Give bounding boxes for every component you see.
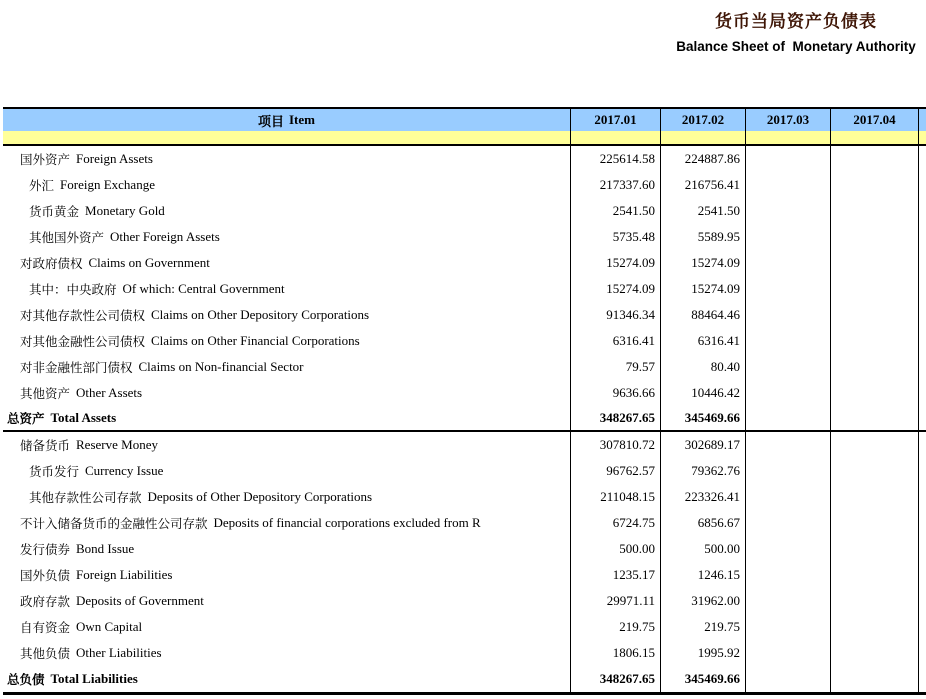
cell-value (830, 250, 918, 276)
cell-clipped (918, 250, 926, 276)
cell-value (830, 432, 918, 458)
column-header-item-zh: 项目 (257, 113, 284, 129)
cell-value: 500.00 (570, 536, 660, 562)
cell-clipped (918, 666, 926, 692)
table-row (3, 588, 926, 614)
row-label-zh: 货币发行 (29, 465, 80, 479)
row-label (3, 276, 570, 302)
row-label-en: Of which: Central Government (122, 281, 285, 296)
row-label-en: Total Assets (50, 410, 117, 425)
row-label-en: Claims on Other Financial Corporations (151, 333, 360, 348)
row-label-zh: 其他负债 (20, 647, 71, 661)
column-header-clipped (918, 109, 926, 131)
cell-value (745, 250, 830, 276)
table-row (3, 302, 926, 328)
subheader-empty-cell (660, 131, 745, 144)
row-label-en: Monetary Gold (85, 203, 165, 218)
row-label-zh: 对其他存款性公司债权 (20, 309, 146, 323)
row-label (3, 380, 570, 406)
cell-value: 5735.48 (570, 224, 660, 250)
cell-value: 1806.15 (570, 640, 660, 666)
row-label (3, 198, 570, 224)
cell-clipped (918, 302, 926, 328)
cell-clipped (918, 172, 926, 198)
table-header-row (3, 109, 926, 131)
cell-value (830, 172, 918, 198)
cell-value (745, 536, 830, 562)
table-row (3, 250, 926, 276)
row-label-zh: 其他国外资产 (29, 231, 105, 245)
cell-value: 225614.58 (570, 146, 660, 172)
cell-value: 2541.50 (660, 198, 745, 224)
cell-value: 2541.50 (570, 198, 660, 224)
row-label (3, 224, 570, 250)
row-label-en: Reserve Money (76, 437, 158, 452)
cell-clipped (918, 562, 926, 588)
table-subheader-row (3, 131, 926, 146)
cell-clipped (918, 198, 926, 224)
cell-value (830, 458, 918, 484)
cell-value (745, 588, 830, 614)
row-label-zh: 国外资产 (20, 153, 71, 167)
row-label-zh: 储备货币 (20, 439, 71, 453)
cell-value: 345469.66 (660, 406, 745, 430)
column-header-period: 2017.02 (660, 109, 745, 131)
row-label-en: Claims on Government (88, 255, 210, 270)
cell-clipped (918, 458, 926, 484)
row-label-zh: 其他存款性公司存款 (29, 491, 142, 505)
row-label (3, 406, 570, 430)
page-title-block (676, 7, 916, 54)
row-label-en: Bond Issue (76, 541, 135, 556)
table-row (3, 484, 926, 510)
table-row (3, 614, 926, 640)
column-header-item (3, 109, 570, 131)
cell-clipped (918, 406, 926, 430)
cell-value: 348267.65 (570, 666, 660, 692)
cell-value: 31962.00 (660, 588, 745, 614)
table-row (3, 354, 926, 380)
cell-value (745, 562, 830, 588)
row-label-zh: 不计入储备货币的金融性公司存款 (20, 517, 208, 531)
row-label-zh: 对非金融性部门债权 (20, 361, 133, 375)
row-label-en: Deposits of Government (76, 593, 204, 608)
cell-value: 1235.17 (570, 562, 660, 588)
cell-value (745, 406, 830, 430)
row-label-zh: 自有资金 (20, 621, 71, 635)
cell-value: 15274.09 (570, 250, 660, 276)
cell-value (745, 432, 830, 458)
cell-value: 29971.11 (570, 588, 660, 614)
cell-clipped (918, 276, 926, 302)
cell-value: 307810.72 (570, 432, 660, 458)
cell-value (830, 302, 918, 328)
cell-value (745, 172, 830, 198)
row-label (3, 146, 570, 172)
row-label (3, 432, 570, 458)
cell-clipped (918, 484, 926, 510)
row-label (3, 328, 570, 354)
cell-value (745, 640, 830, 666)
cell-value (745, 666, 830, 692)
cell-value (830, 536, 918, 562)
row-label-zh: 对政府债权 (20, 257, 83, 271)
cell-clipped (918, 380, 926, 406)
table-row (3, 406, 926, 432)
table-row (3, 640, 926, 666)
cell-value: 1246.15 (660, 562, 745, 588)
cell-value: 219.75 (570, 614, 660, 640)
subheader-empty-cell (3, 131, 570, 144)
cell-value (830, 640, 918, 666)
cell-value: 223326.41 (660, 484, 745, 510)
row-label-en: Deposits of financial corporations excluded from R (213, 515, 481, 530)
row-label-en: Own Capital (76, 619, 143, 634)
cell-value: 10446.42 (660, 380, 745, 406)
cell-value (830, 562, 918, 588)
page-title-en: Balance Sheet of Monetary Authority (676, 39, 916, 54)
cell-value (745, 354, 830, 380)
cell-clipped (918, 536, 926, 562)
table-row (3, 666, 926, 692)
cell-value: 15274.09 (660, 276, 745, 302)
cell-value (745, 458, 830, 484)
subheader-empty-cell (830, 131, 918, 144)
subheader-empty-cell (570, 131, 660, 144)
row-label (3, 614, 570, 640)
table-row (3, 432, 926, 458)
cell-clipped (918, 640, 926, 666)
cell-value (745, 510, 830, 536)
page-title-zh: 货币当局资产负债表 (715, 12, 877, 31)
row-label (3, 666, 570, 692)
cell-value: 217337.60 (570, 172, 660, 198)
cell-value (745, 484, 830, 510)
row-label-en: Other Assets (76, 385, 143, 400)
cell-value: 345469.66 (660, 666, 745, 692)
table-row (3, 198, 926, 224)
cell-clipped (918, 510, 926, 536)
cell-value (830, 198, 918, 224)
row-label-en: Currency Issue (85, 463, 164, 478)
cell-clipped (918, 224, 926, 250)
cell-value (745, 276, 830, 302)
subheader-empty-cell (918, 131, 926, 144)
table-row (3, 536, 926, 562)
cell-value: 216756.41 (660, 172, 745, 198)
cell-clipped (918, 432, 926, 458)
cell-value: 219.75 (660, 614, 745, 640)
cell-value: 500.00 (660, 536, 745, 562)
cell-value (830, 328, 918, 354)
cell-clipped (918, 328, 926, 354)
cell-value: 6856.67 (660, 510, 745, 536)
row-label-zh: 总资产 (7, 412, 45, 426)
row-label-en: Foreign Assets (76, 151, 153, 166)
cell-value (830, 224, 918, 250)
cell-value: 15274.09 (570, 276, 660, 302)
row-label (3, 484, 570, 510)
cell-value (745, 146, 830, 172)
cell-value (830, 588, 918, 614)
cell-value (830, 354, 918, 380)
table-row (3, 328, 926, 354)
cell-value (830, 276, 918, 302)
row-label-zh: 国外负债 (20, 569, 71, 583)
row-label-en: Claims on Other Depository Corporations (151, 307, 370, 322)
cell-value: 6724.75 (570, 510, 660, 536)
row-label (3, 640, 570, 666)
cell-value (745, 302, 830, 328)
cell-value: 6316.41 (570, 328, 660, 354)
row-label-en: Total Liabilities (50, 671, 138, 686)
cell-value (745, 614, 830, 640)
table-row (3, 276, 926, 302)
row-label (3, 562, 570, 588)
row-label-en: Claims on Non-financial Sector (138, 359, 304, 374)
row-label-zh: 发行债券 (20, 543, 71, 557)
cell-value (745, 328, 830, 354)
table-row (3, 146, 926, 172)
cell-value (745, 198, 830, 224)
cell-value (745, 224, 830, 250)
cell-value (830, 146, 918, 172)
row-label-zh: 其他资产 (20, 387, 71, 401)
column-header-period: 2017.01 (570, 109, 660, 131)
cell-value: 15274.09 (660, 250, 745, 276)
table-body (3, 146, 926, 695)
cell-clipped (918, 146, 926, 172)
row-label-zh: 其中：中央政府 (29, 283, 117, 297)
row-label-en: Other Foreign Assets (110, 229, 220, 244)
table-row (3, 172, 926, 198)
table-row (3, 224, 926, 250)
balance-sheet-table (3, 107, 926, 695)
row-label (3, 536, 570, 562)
cell-value: 88464.46 (660, 302, 745, 328)
cell-value: 5589.95 (660, 224, 745, 250)
cell-value: 224887.86 (660, 146, 745, 172)
row-label-zh: 总负债 (7, 673, 45, 687)
row-label-en: Foreign Exchange (60, 177, 155, 192)
table-row (3, 380, 926, 406)
column-header-period: 2017.04 (830, 109, 918, 131)
row-label (3, 172, 570, 198)
row-label (3, 458, 570, 484)
row-label (3, 510, 570, 536)
row-label (3, 354, 570, 380)
cell-clipped (918, 354, 926, 380)
cell-value: 96762.57 (570, 458, 660, 484)
table-row (3, 562, 926, 588)
row-label-zh: 对其他金融性公司债权 (20, 335, 146, 349)
cell-value (830, 406, 918, 430)
cell-value (830, 510, 918, 536)
cell-value: 302689.17 (660, 432, 745, 458)
table-row (3, 458, 926, 484)
row-label-en: Foreign Liabilities (76, 567, 173, 582)
cell-value: 91346.34 (570, 302, 660, 328)
cell-clipped (918, 614, 926, 640)
row-label-zh: 货币黄金 (29, 205, 80, 219)
cell-value: 79.57 (570, 354, 660, 380)
column-header-item-en: Item (289, 112, 315, 127)
cell-value (745, 380, 830, 406)
cell-value: 6316.41 (660, 328, 745, 354)
cell-value (830, 666, 918, 692)
row-label-en: Other Liabilities (76, 645, 162, 660)
table-row (3, 510, 926, 536)
cell-value: 211048.15 (570, 484, 660, 510)
subheader-empty-cell (745, 131, 830, 144)
cell-value (830, 614, 918, 640)
cell-clipped (918, 588, 926, 614)
row-label (3, 302, 570, 328)
cell-value: 79362.76 (660, 458, 745, 484)
row-label (3, 588, 570, 614)
cell-value (830, 380, 918, 406)
row-label (3, 250, 570, 276)
row-label-zh: 外汇 (29, 179, 55, 193)
cell-value (830, 484, 918, 510)
row-label-zh: 政府存款 (20, 595, 71, 609)
cell-value: 80.40 (660, 354, 745, 380)
row-label-en: Deposits of Other Depository Corporations (147, 489, 373, 504)
cell-value: 348267.65 (570, 406, 660, 430)
cell-value: 9636.66 (570, 380, 660, 406)
cell-value: 1995.92 (660, 640, 745, 666)
column-header-period: 2017.03 (745, 109, 830, 131)
